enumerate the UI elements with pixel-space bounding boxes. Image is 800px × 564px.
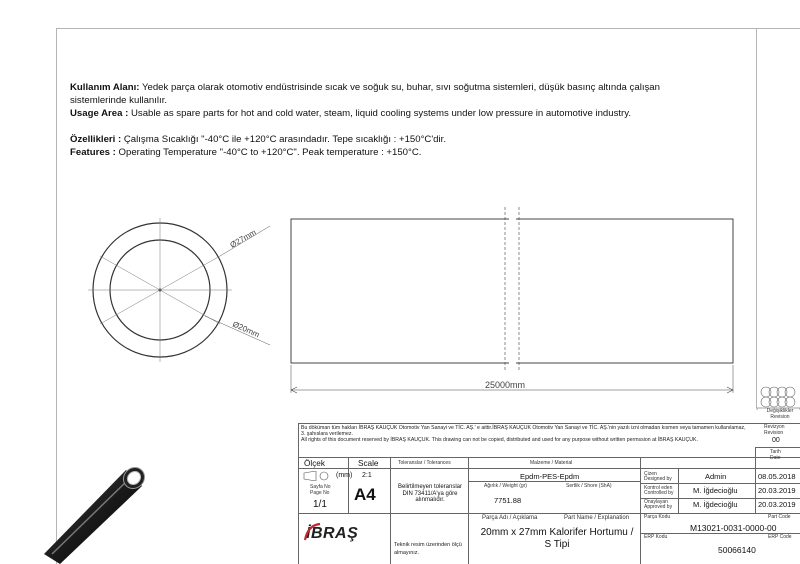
usage-en-label: Usage Area : <box>70 108 129 119</box>
designed-label-en: Designed by <box>644 476 672 482</box>
company-logo: İBRAŞ <box>306 525 359 542</box>
scale-label-tr: Ölçek <box>304 459 325 468</box>
tolerance-label: Toleranslar / Tolerances <box>398 460 451 466</box>
features-tr-text: Çalışma Sıcaklığı "-40°C ile +120°C arasındadır. Tepe sıcaklığı : +150°C'dir. <box>121 134 446 145</box>
checked-label-tr: Kontrol eden <box>644 485 673 491</box>
erp-code-label-en: ERP Code <box>768 534 792 540</box>
usage-en-text: Usable as spare parts for hot and cold water, steam, liquid cooling systems under low pressure in automotive industry. <box>128 108 631 119</box>
frame-top <box>56 28 800 29</box>
length-label: 25000mm <box>485 380 526 390</box>
material-label: Malzeme / Material <box>530 460 573 466</box>
footnote: Teknik resim üzerinden ölçü almayınız. <box>394 542 462 556</box>
technical-drawing <box>0 180 800 410</box>
material-value: Epdm-PES-Epdm <box>520 472 580 481</box>
copyright-en: All rights of this document reserved by İBRAŞ KAUÇUK. This drawing can not be copied, distributed and used for any purpose without written permssion at İBRAŞ KAUÇUK. <box>301 437 698 443</box>
usage-tr-text: Yedek parça olarak otomotiv endüstrisinde sıcak ve soğuk su, buhar, sıvı soğutma sistemleri, düşük basınç altında çalışan sistemlerinde kullanılır. <box>70 82 660 106</box>
title-block <box>298 423 800 564</box>
projection-symbol <box>302 471 332 481</box>
part-code: M13021-0031-0000-00 <box>690 523 777 533</box>
features-en-label: Features : <box>70 147 116 158</box>
revision-label-en: Revision <box>764 430 784 436</box>
copyright-text <box>301 425 751 443</box>
part-code-label-tr: Parça Kodu <box>644 514 671 520</box>
part-name-label: Parça Adı / Açıklama <box>482 515 538 521</box>
revision-value: 00 <box>772 437 780 444</box>
side-view <box>291 207 733 393</box>
logo-swoosh-icon <box>302 522 322 544</box>
outer-diameter-label: Ø27mm <box>228 227 258 250</box>
approved-name: M. İğdecioğlu <box>693 500 738 509</box>
inner-diameter-label: Ø20mm <box>231 319 261 340</box>
weight-value: 7751.88 <box>494 496 522 505</box>
erp-code: 50066140 <box>718 545 756 555</box>
paper-size: A4 <box>354 485 376 504</box>
approved-date: 20.03.2019 <box>758 500 796 509</box>
part-code-label-en: Part Code <box>768 514 791 520</box>
designed-label-tr: Çizen <box>644 471 657 477</box>
description-block <box>70 81 710 159</box>
checked-label-en: Controlled by <box>644 490 674 496</box>
erp-code-label-tr: ERP Kodu <box>644 534 668 540</box>
weight-label: Ağırlık / Weight (gr) <box>484 483 527 489</box>
checked-name: M. İğdecioğlu <box>693 486 738 495</box>
features-en-text: Operating Temperature "-40°C to +120°C". Peak temperature : +150°C. <box>115 147 422 158</box>
page-label-tr: Sayfa No <box>310 484 331 490</box>
part-name-label-en: Part Name / Explanation <box>564 515 630 521</box>
features-tr-label: Özellikleri : <box>70 134 122 145</box>
tolerance-text: Belirtilmeyen toleranslar DIN 73411/A'ya göre alınmalıdır. <box>397 484 463 503</box>
approved-label-en: Approved by <box>644 504 673 510</box>
copyright-tr: Bu döküman tüm hakları İBRAŞ KAUÇUK Otomotiv Yan Sanayi ve TİC. AŞ.' e aittir.İBRAŞ KAUÇUK Otomotiv Yan Sanayi ve TİC. AŞ.'nin yazılı izni olmadan kısmen veya tamamen kullanılamaz, 3. şahıslara verilemez. <box>301 425 746 437</box>
page-value: 1/1 <box>313 499 327 510</box>
hardness-label: Sertlik / Shore (ShA) <box>566 483 612 489</box>
revisions-header: Değişiklikler Revision <box>766 408 794 420</box>
unit-label: (mm) <box>336 472 353 479</box>
checked-date: 20.03.2019 <box>758 486 796 495</box>
revision-label-tr: Revizyon <box>764 424 785 430</box>
designed-date: 08.05.2018 <box>758 472 796 481</box>
designed-name: Admin <box>705 472 727 481</box>
date-label-tr: Tarih <box>770 449 781 455</box>
page-label-en: Page No <box>310 490 330 496</box>
scale-value: 2:1 <box>362 472 372 479</box>
part-name: 20mm x 27mm Kalorifer Hortumu / S Tipi <box>480 527 634 550</box>
hose-illustration <box>30 460 150 564</box>
usage-tr-label: Kullanım Alanı: <box>70 82 140 93</box>
approved-label-tr: Onaylayan <box>644 499 668 505</box>
date-label-en: Date <box>770 455 781 461</box>
scale-label-en: Scale <box>358 459 379 468</box>
